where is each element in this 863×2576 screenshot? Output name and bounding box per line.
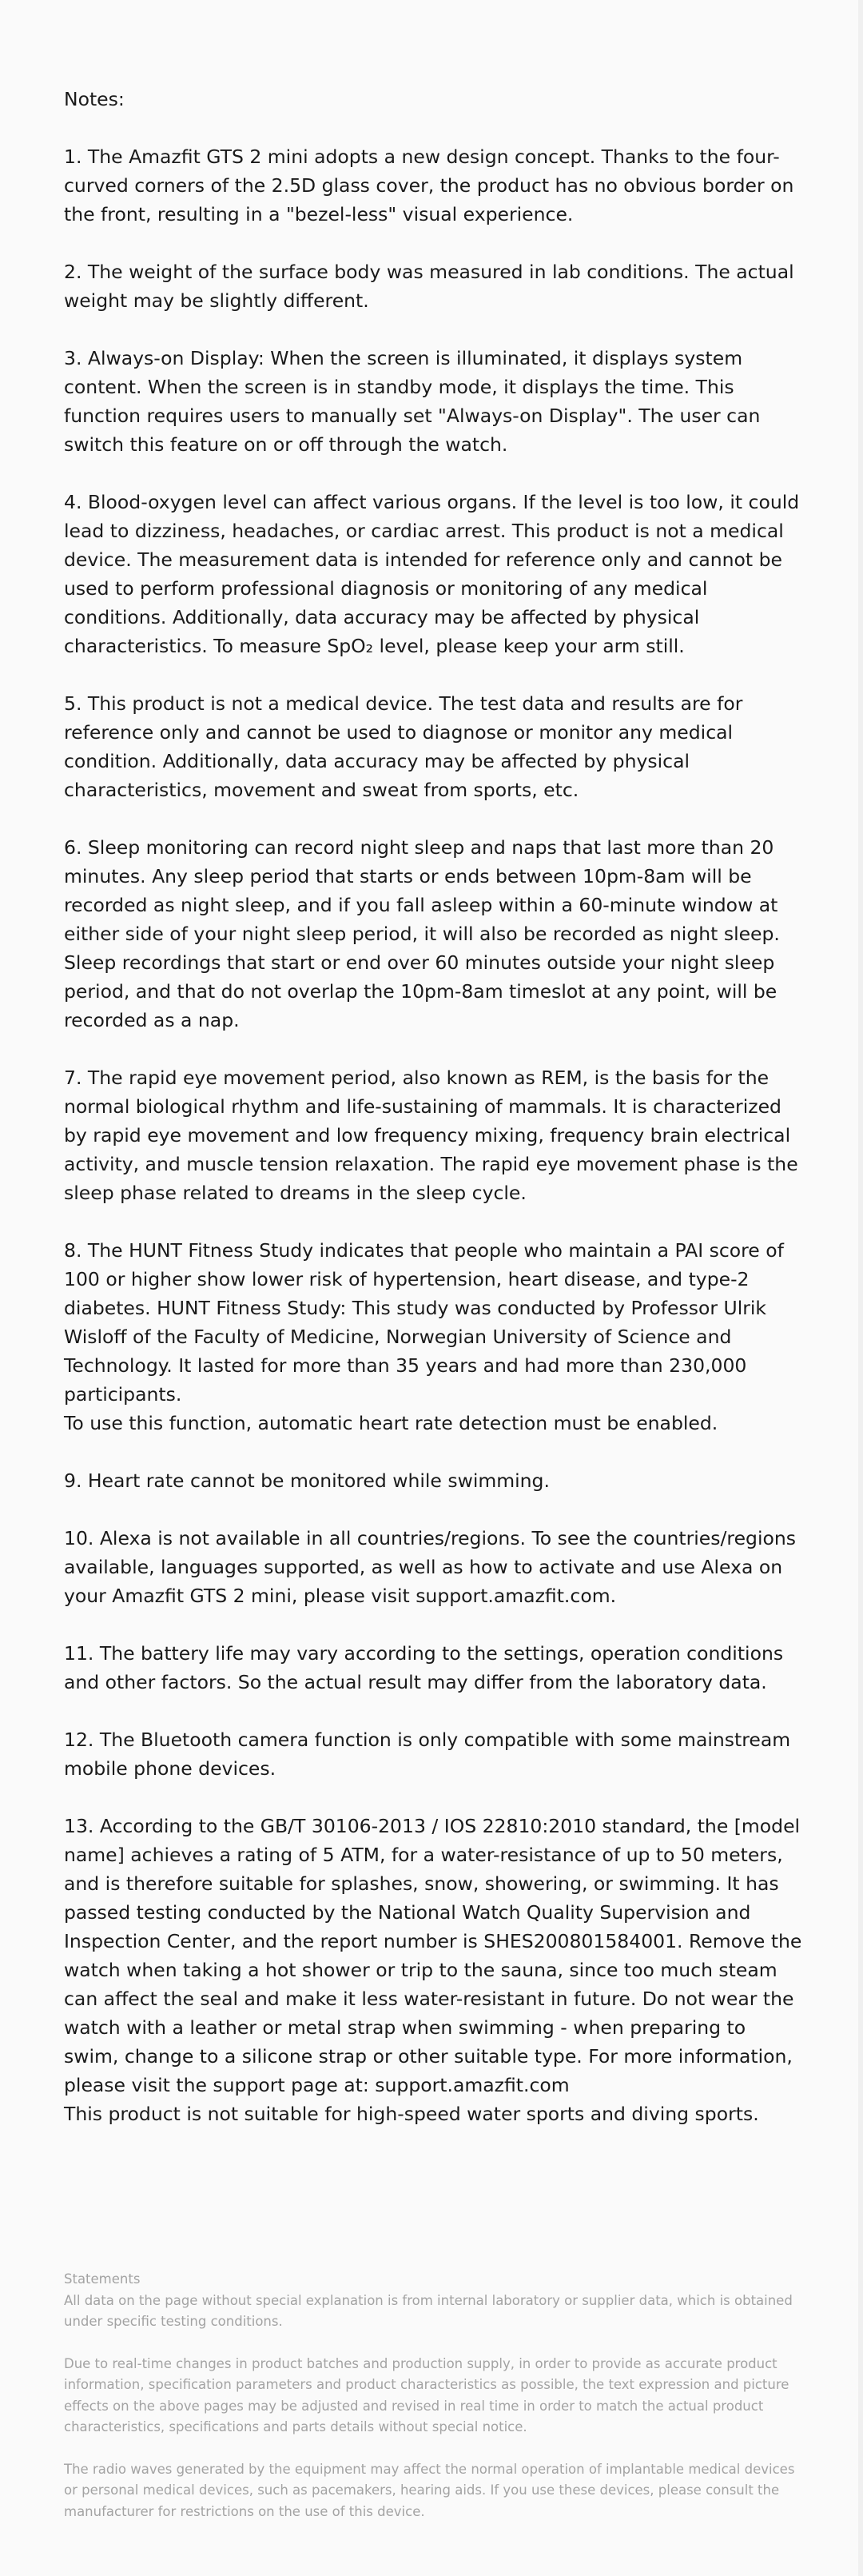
note-item-7 (64, 1063, 804, 1207)
notes-section (64, 85, 804, 2157)
note-text: 12. The Bluetooth camera function is only compatible with some mainstream mobile phone devices. (64, 1729, 791, 1780)
note-text: 9. Heart rate cannot be monitored while swimming. (64, 1469, 550, 1492)
note-text: 2. The weight of the surface body was measured in lab conditions. The actual weight may be slightly different. (64, 261, 794, 312)
statement-paragraph: All data on the page without special explanation is from internal laboratory or supplier data, which is obtained under specific testing conditions. (64, 2292, 793, 2329)
note-text: 10. Alexa is not available in all countries/regions. To see the countries/regions available, languages supported, as well as how to activate and use Alexa on your Amazfit GTS 2 mini, please visit support.amazfit.com. (64, 1527, 796, 1607)
note-item-9 (64, 1466, 804, 1495)
notes-title: Notes: (64, 88, 125, 110)
note-item-4 (64, 488, 804, 660)
note-text: 8. The HUNT Fitness Study indicates that people who maintain a PAI score of 100 or higher show lower risk of hypertension, heart disease, and type-2 diabetes. HUNT Fitness Study: This study was conducted by Professor Ulrik Wisloff of the Faculty of Medicine, Norwegian University of Science and Technology. It lasted for more than 35 years and had more than 230,000 participants. (64, 1239, 784, 1406)
note-item-5 (64, 689, 804, 804)
note-text: 3. Always-on Display: When the screen is illuminated, it displays system content. When the screen is in standby mode, it displays the time. This function requires users to manually set "Always-on Display". The user can switch this feature on or off through the watch. (64, 347, 761, 456)
note-text: 1. The Amazfit GTS 2 mini adopts a new design concept. Thanks to the four-curved corners of the 2.5D glass cover, the product has no obvious border on the front, resulting in a "bezel-less" visual experience. (64, 146, 794, 225)
note-item-10 (64, 1524, 804, 1610)
statements-section (64, 2269, 807, 2543)
note-text: 11. The battery life may vary according to the settings, operation conditions and other factors. So the actual result may differ from the laboratory data. (64, 1642, 784, 1693)
statement-paragraph: The radio waves generated by the equipment may affect the normal operation of implantable medical devices or personal medical devices, such as pacemakers, hearing aids. If you use these devices, please consult the manufacturer for restrictions on the use of this device. (64, 2461, 795, 2519)
note-item-2 (64, 257, 804, 315)
note-item-6 (64, 833, 804, 1035)
note-item-11 (64, 1639, 804, 1697)
note-text: 7. The rapid eye movement period, also known as REM, is the basis for the normal biological rhythm and life-sustaining of mammals. It is characterized by rapid eye movement and low frequency mixing, frequency brain electrical activity, and muscle tension relaxation. The rapid eye movement phase is the sleep phase related to dreams in the sleep cycle. (64, 1067, 798, 1204)
note-item-12 (64, 1725, 804, 1783)
note-text: 13. According to the GB/T 30106-2013 / IOS 22810:2010 standard, the [model name] achieves a rating of 5 ATM, for a water-resistance of up to 50 meters, and is therefore suitable for splashes, snow, showering, or swimming. It has passed testing conducted by the National Watch Quality Supervision and Inspection Center, and the report number is SHES200801584001. Remove the watch when taking a hot shower or trip to the sauna, since too much steam can affect the seal and make it less water-resistant in future. Do not wear the watch with a leather or metal strap when swimming - when preparing to swim, change to a silicone strap or other suitable type. For more information, please visit the support page at: support.amazfit.com (64, 1815, 802, 2096)
note-text-continued: To use this function, automatic heart rate detection must be enabled. (64, 1412, 718, 1434)
note-text: 5. This product is not a medical device. The test data and results are for reference only and cannot be used to diagnose or monitor any medical condition. Additionally, data accuracy may be affected by physical characteristics, movement and sweat from sports, etc. (64, 692, 743, 801)
note-item-1 (64, 142, 804, 229)
note-item-13 (64, 1812, 804, 2128)
note-item-8 (64, 1236, 804, 1438)
statement-paragraph: Due to real-time changes in product batches and production supply, in order to provide as accurate product information, specification parameters and product characteristics as possible, the text expression and picture effects on the above pages may be adjusted and revised in real time in order to match the actual product characteristics, specifications and parts details without special notice. (64, 2355, 789, 2434)
note-text: 4. Blood-oxygen level can affect various organs. If the level is too low, it could lead to dizziness, headaches, or cardiac arrest. This product is not a medical device. The measurement data is intended for reference only and cannot be used to perform professional diagnosis or monitoring of any medical conditions. Additionally, data accuracy may be affected by physical characteristics. To measure SpO₂ level, please keep your arm still. (64, 491, 800, 657)
note-text-continued: This product is not suitable for high-speed water sports and diving sports. (64, 2103, 759, 2125)
statements-title: Statements (64, 2271, 141, 2287)
note-text: 6. Sleep monitoring can record night sleep and naps that last more than 20 minutes. Any sleep period that starts or ends between 10pm-8am will be recorded as night sleep, and if you fall asleep within a 60-minute window at either side of your night sleep period, it will also be recorded as night sleep. Sleep recordings that start or end over 60 minutes outside your night sleep period, and that do not overlap the 10pm-8am timeslot at any point, will be recorded as a nap. (64, 836, 780, 1031)
note-item-3 (64, 344, 804, 459)
